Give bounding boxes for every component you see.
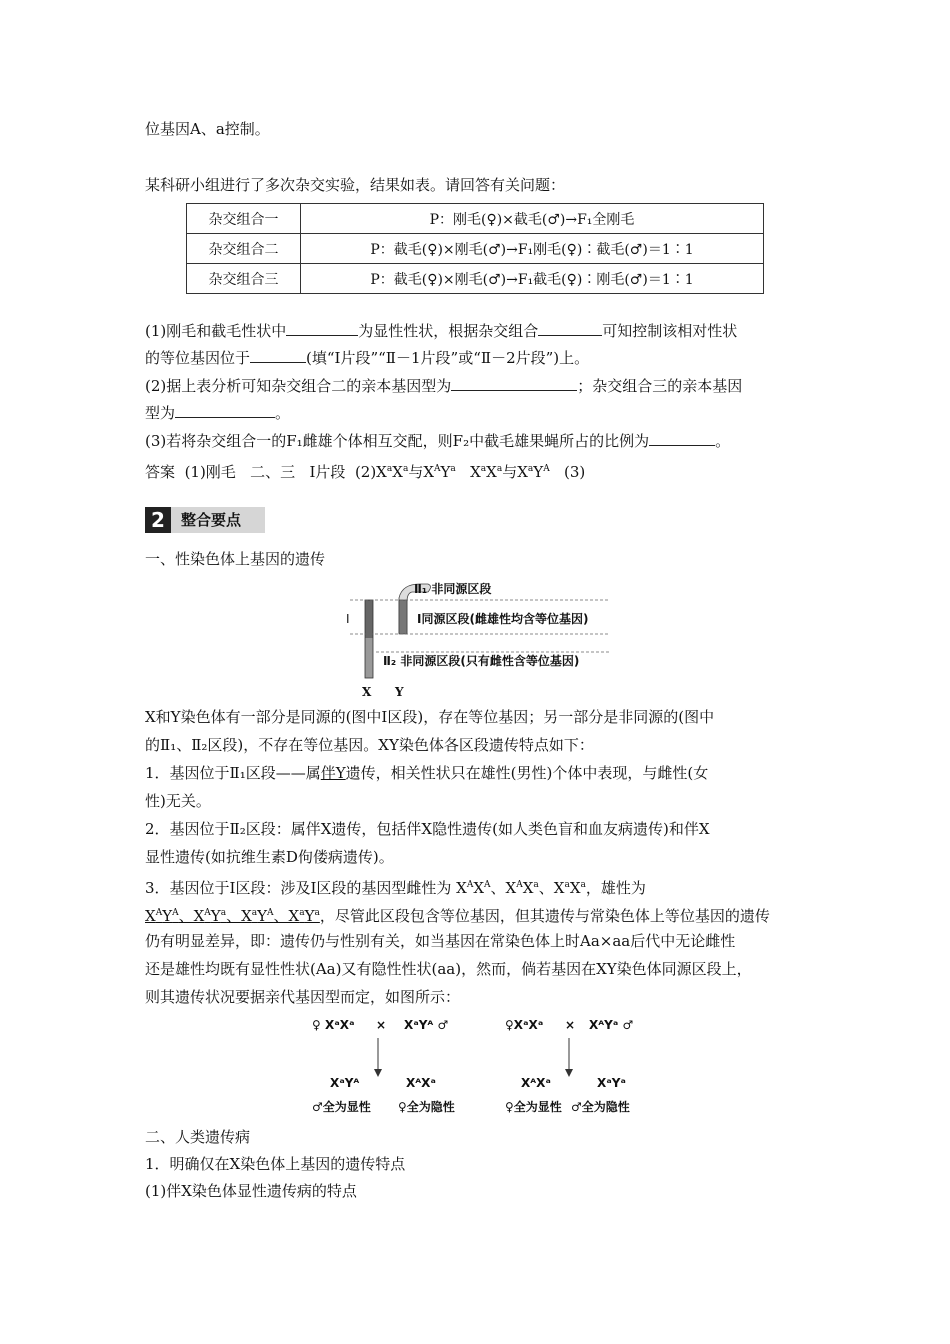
y-chromosome-segment-I — [399, 600, 407, 634]
offspring-2: XᴬXᵃ — [406, 1076, 436, 1090]
answer-blank — [175, 403, 275, 418]
table-cell-name: 杂交组合三 — [187, 264, 301, 294]
cross-times: × — [565, 1018, 576, 1032]
p2-line-2: 性)无关。 — [145, 792, 211, 810]
arrow-down-icon — [372, 1038, 384, 1078]
answer-blank — [538, 321, 602, 336]
p4-line-1: 3．基因位于Ⅰ区段：涉及Ⅰ区段的基因型雌性为 $X^AX^A$、$X^AX^a$、$X^aX^a$，雄性为 — [145, 879, 646, 897]
label-I-side: Ⅰ — [346, 612, 350, 626]
result-2: ♀全为隐性 — [398, 1100, 455, 1114]
table-row — [187, 264, 764, 294]
label-I: Ⅰ同源区段(雌雄性均含等位基因) — [417, 612, 589, 626]
p3-line-1: 2．基因位于Ⅱ₂区段：属伴X遗传，包括伴X隐性遗传(如人类色盲和血友病遗传)和伴X — [145, 820, 710, 838]
label-II1: Ⅱ₁ 非同源区段 — [414, 582, 492, 596]
label-Y: Y — [395, 685, 404, 699]
label-X: X — [362, 685, 372, 699]
result-1: ♀全为显性 — [505, 1100, 562, 1114]
table-cell-name: 杂交组合一 — [187, 204, 301, 234]
p4-line-3: 仍有明显差异，即：遗传仍与性别有关，如当基因在常染色体上时Aa×aa后代中无论雌性 — [145, 932, 736, 950]
cross-times: × — [376, 1018, 387, 1032]
table-cell-result: P：截毛(♀)×刚毛(♂)→F₁截毛(♀)∶刚毛(♂)＝1∶1 — [301, 264, 764, 294]
part2-line-1: 1．明确仅在X染色体上基因的遗传特点 — [145, 1155, 406, 1173]
p4-line-4: 还是雄性均既有显性性状(Aa)又有隐性性状(aa)，然而，倘若基因在XY染色体同源区段上， — [145, 960, 752, 978]
section-number: 2 — [145, 507, 171, 533]
answer-blank — [250, 348, 306, 363]
result-2: ♂全为隐性 — [571, 1100, 630, 1114]
x-chromosome-segment-I — [365, 600, 373, 638]
cross-diagram-2 — [505, 1018, 665, 1118]
table-cell-result: P：截毛(♀)×刚毛(♂)→F₁刚毛(♀)∶截毛(♂)＝1∶1 — [301, 234, 764, 264]
answer-blank — [649, 431, 715, 446]
question-2-line-2: 型为 。 — [145, 404, 291, 422]
table-row — [187, 234, 764, 264]
question-1-line-2: 的等位基因位于 (填“Ⅰ片段”“Ⅱ－1片段”或“Ⅱ－2片段”)上。 — [145, 349, 590, 367]
p1-line-1: X和Y染色体有一部分是同源的(图中Ⅰ区段)，存在等位基因；另一部分是非同源的(图中 — [145, 708, 715, 726]
part2-heading: 二、人类遗传病 — [145, 1128, 251, 1146]
table-cell-result: P：刚毛(♀)×截毛(♂)→F₁全刚毛 — [301, 204, 764, 234]
p4-line-2: $X^AY^A$、$X^AY^a$、$X^aY^A$、$X^aY^a$，尽管此区段包含等位基因，但其遗传与常染色体上等位基因的遗传 — [145, 907, 770, 925]
cross-male: XᴬYᵃ ♂ — [589, 1018, 634, 1032]
part1-heading: 一、性染色体上基因的遗传 — [145, 550, 326, 568]
p2-line-1: 1．基因位于Ⅱ₁区段——属伴Y遗传，相关性状只在雄性(男性)个体中表现，与雌性(女 — [145, 764, 709, 782]
question-1-line-1: (1)刚毛和截毛性状中 为显性性状，根据杂交组合 可知控制该相对性状 — [145, 322, 738, 340]
cross-table — [186, 203, 764, 294]
p3-line-2: 显性遗传(如抗维生素D佝偻病遗传)。 — [145, 848, 394, 866]
section-title: 整合要点 — [181, 511, 242, 529]
offspring-1: XᴬXᵃ — [521, 1076, 551, 1090]
answer-line: 答案 (1)刚毛 二、三 Ⅰ片段 $(2)X^aX^a$与$X^AY^a$ $X^aX^a$与$X^aY^A$ (3) — [145, 463, 586, 481]
offspring-1: XᵃYᴬ — [330, 1076, 360, 1090]
part2-line-2: (1)伴X染色体显性遗传病的特点 — [145, 1182, 357, 1200]
question-3: (3)若将杂交组合一的F₁雌雄个体相互交配，则F₂中截毛雄果蝇所占的比例为 。 — [145, 432, 731, 450]
section-badge — [145, 507, 265, 533]
label-II2: Ⅱ₂ 非同源区段(只有雌性含等位基因) — [383, 654, 580, 668]
x-chromosome-segment-II2 — [365, 638, 373, 678]
arrow-down-icon — [563, 1038, 575, 1078]
p4-line-5: 则其遗传状况要据亲代基因型而定，如图所示： — [145, 988, 461, 1006]
intro-line-1: 位基因A、a控制。 — [145, 120, 270, 138]
answer-blank — [451, 376, 577, 391]
offspring-2: XᵃYᵃ — [597, 1076, 626, 1090]
table-row — [187, 204, 764, 234]
cross-female: ♀XᵃXᵃ — [505, 1018, 544, 1032]
table-cell-name: 杂交组合二 — [187, 234, 301, 264]
cross-diagram-1 — [312, 1018, 472, 1118]
question-2-line-1: (2)据上表分析可知杂交组合二的亲本基因型为 ；杂交组合三的亲本基因 — [145, 377, 743, 395]
answer-blank — [286, 321, 358, 336]
p1-line-2: 的Ⅱ₁、Ⅱ₂区段)，不存在等位基因。XY染色体各区段遗传特点如下： — [145, 736, 594, 754]
intro-line-2: 某科研小组进行了多次杂交实验，结果如表。请回答有关问题： — [145, 176, 566, 194]
cross-male: XᵃYᴬ ♂ — [404, 1018, 449, 1032]
cross-female: ♀ XᵃXᵃ — [312, 1018, 355, 1032]
result-1: ♂全为显性 — [312, 1100, 371, 1114]
